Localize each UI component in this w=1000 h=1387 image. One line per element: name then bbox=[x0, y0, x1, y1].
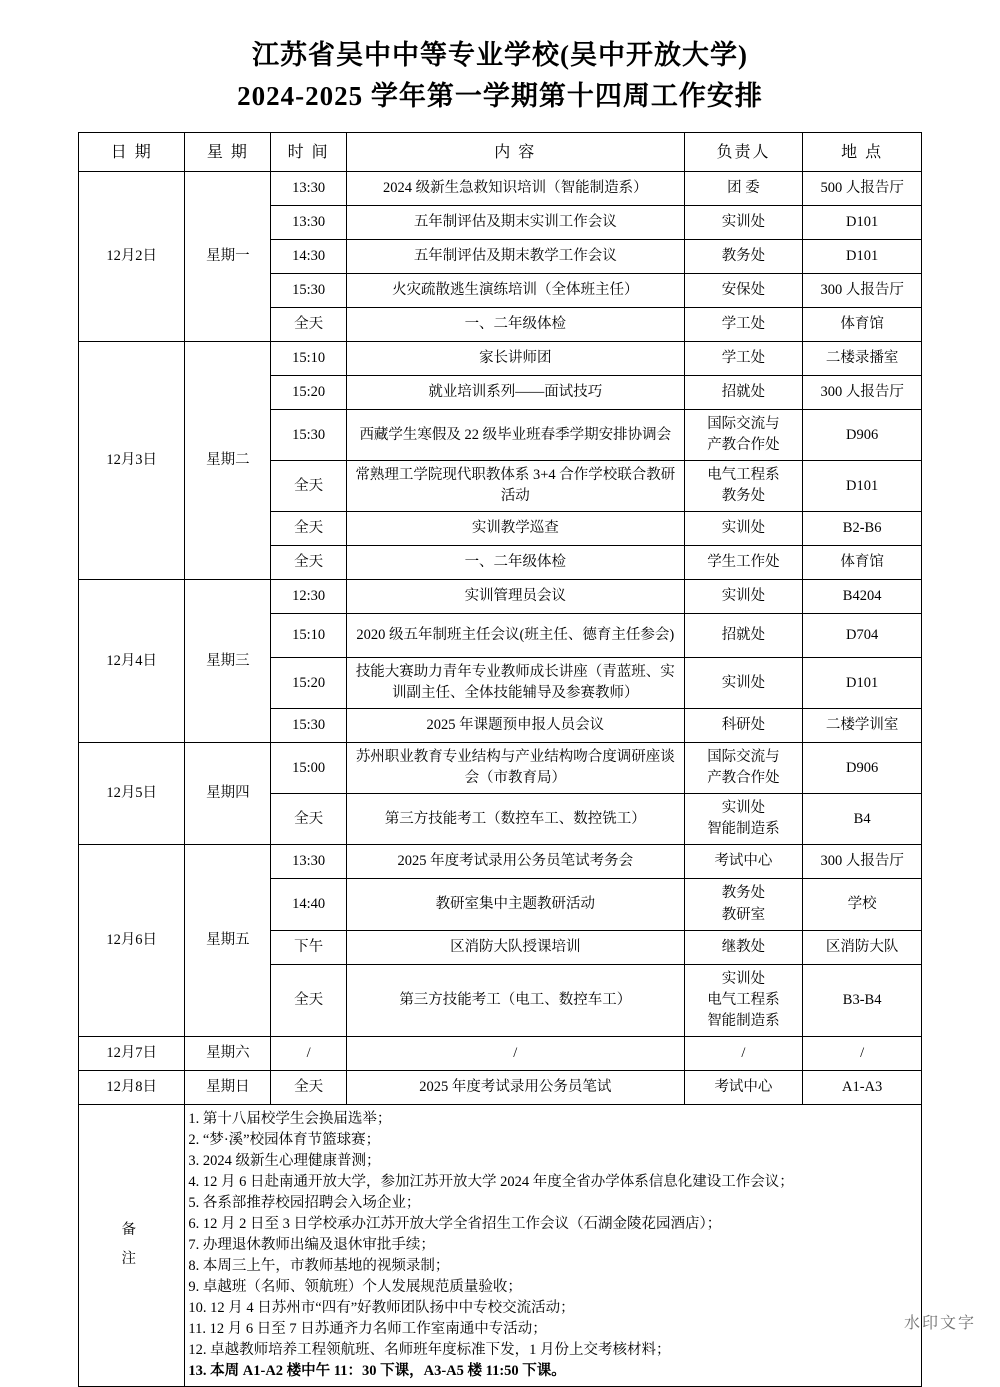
cell-owner: 实训处 bbox=[684, 512, 803, 546]
notes-body bbox=[185, 1104, 922, 1386]
cell-content: 实训管理员会议 bbox=[347, 580, 685, 614]
cell-owner: 考试中心 bbox=[684, 845, 803, 879]
cell-place: D101 bbox=[803, 461, 922, 512]
note-item: 5. 各系部推荐校园招聘会入场企业； bbox=[188, 1194, 421, 1211]
cell-place: 300 人报告厅 bbox=[803, 274, 922, 308]
notes-label-char-2: 注 bbox=[121, 1251, 142, 1268]
header-date: 日 期 bbox=[79, 133, 185, 172]
table-row bbox=[79, 342, 922, 376]
cell-content: 区消防大队授课培训 bbox=[347, 930, 685, 964]
table-header bbox=[79, 133, 922, 172]
cell-owner: 继教处 bbox=[684, 930, 803, 964]
table-row bbox=[79, 1036, 922, 1070]
cell-owner: 安保处 bbox=[684, 274, 803, 308]
cell-place: D101 bbox=[803, 658, 922, 709]
note-item: 1. 第十八届校学生会换届选举； bbox=[188, 1110, 392, 1127]
cell-date: 12月5日 bbox=[79, 743, 185, 845]
cell-place: 300 人报告厅 bbox=[803, 845, 922, 879]
header-place: 地 点 bbox=[803, 133, 922, 172]
table-row bbox=[79, 743, 922, 794]
watermark: 水印文字 bbox=[903, 1315, 976, 1332]
cell-place: 学校 bbox=[803, 879, 922, 930]
cell-time: 14:40 bbox=[271, 879, 347, 930]
note-item: 10. 12 月 4 日苏州市“四有”好教师团队扬中中专校交流活动； bbox=[188, 1299, 575, 1316]
cell-owner: 实训处 bbox=[684, 658, 803, 709]
cell-time: 14:30 bbox=[271, 240, 347, 274]
cell-time: 15:10 bbox=[271, 342, 347, 376]
cell-owner: / bbox=[684, 1036, 803, 1070]
cell-owner: 招就处 bbox=[684, 376, 803, 410]
cell-time: 13:30 bbox=[271, 172, 347, 206]
cell-content: 技能大赛助力青年专业教师成长讲座（青蓝班、实训副主任、全体技能辅导及参赛教师） bbox=[347, 658, 685, 709]
cell-date: 12月4日 bbox=[79, 580, 185, 743]
cell-date: 12月6日 bbox=[79, 845, 185, 1036]
cell-weekday: 星期六 bbox=[185, 1036, 271, 1070]
cell-content: 就业培训系列——面试技巧 bbox=[347, 376, 685, 410]
cell-content: 五年制评估及期末教学工作会议 bbox=[347, 240, 685, 274]
cell-owner: 教务处 bbox=[684, 240, 803, 274]
header-weekday: 星 期 bbox=[185, 133, 271, 172]
cell-weekday: 星期三 bbox=[185, 580, 271, 743]
cell-time: 15:30 bbox=[271, 274, 347, 308]
cell-weekday: 星期五 bbox=[185, 845, 271, 1036]
schedule-table bbox=[78, 132, 922, 1386]
cell-content: 家长讲师团 bbox=[347, 342, 685, 376]
notes-label bbox=[79, 1104, 185, 1386]
cell-owner: 招就处 bbox=[684, 614, 803, 658]
note-item: 11. 12 月 6 日至 7 日苏通齐力名师工作室南通中专活动； bbox=[188, 1320, 547, 1337]
cell-date: 12月3日 bbox=[79, 342, 185, 580]
note-item: 7. 办理退休教师出编及退休审批手续； bbox=[188, 1236, 435, 1253]
cell-time: 15:30 bbox=[271, 410, 347, 461]
page-title-line2: 2024-2025 学年第一学期第十四周工作安排 bbox=[237, 81, 763, 112]
cell-time: 15:20 bbox=[271, 658, 347, 709]
cell-content: / bbox=[347, 1036, 685, 1070]
table-row bbox=[79, 172, 922, 206]
cell-time: 15:10 bbox=[271, 614, 347, 658]
cell-weekday: 星期一 bbox=[185, 172, 271, 342]
cell-content: 2024 级新生急救知识培训（智能制造系） bbox=[347, 172, 685, 206]
cell-time: 12:30 bbox=[271, 580, 347, 614]
cell-content: 一、二年级体检 bbox=[347, 546, 685, 580]
cell-content: 第三方技能考工（电工、数控车工） bbox=[347, 964, 685, 1036]
cell-place: 500 人报告厅 bbox=[803, 172, 922, 206]
cell-owner: 学工处 bbox=[684, 342, 803, 376]
cell-owner: 考试中心 bbox=[684, 1070, 803, 1104]
header-content: 内 容 bbox=[347, 133, 685, 172]
cell-content: 2025 年度考试录用公务员笔试 bbox=[347, 1070, 685, 1104]
cell-content: 2025 年课题预申报人员会议 bbox=[347, 709, 685, 743]
cell-owner: 实训处 bbox=[684, 580, 803, 614]
cell-place: 二楼录播室 bbox=[803, 342, 922, 376]
cell-place: 体育馆 bbox=[803, 308, 922, 342]
cell-time: 全天 bbox=[271, 1070, 347, 1104]
cell-time: 15:20 bbox=[271, 376, 347, 410]
cell-place: 区消防大队 bbox=[803, 930, 922, 964]
cell-owner: 教务处 教研室 bbox=[684, 879, 803, 930]
cell-weekday: 星期二 bbox=[185, 342, 271, 580]
cell-time: 全天 bbox=[271, 794, 347, 845]
cell-content: 实训教学巡查 bbox=[347, 512, 685, 546]
cell-content: 西藏学生寒假及 22 级毕业班春季学期安排协调会 bbox=[347, 410, 685, 461]
cell-place: D906 bbox=[803, 743, 922, 794]
header-time: 时 间 bbox=[271, 133, 347, 172]
cell-time: 13:30 bbox=[271, 206, 347, 240]
notes-section bbox=[79, 1104, 922, 1386]
cell-owner: 国际交流与 产教合作处 bbox=[684, 410, 803, 461]
cell-place: B2-B6 bbox=[803, 512, 922, 546]
cell-owner: 实训处 bbox=[684, 206, 803, 240]
cell-owner: 学工处 bbox=[684, 308, 803, 342]
note-item: 8. 本周三上午，市教师基地的视频录制； bbox=[188, 1257, 450, 1274]
cell-time: 15:30 bbox=[271, 709, 347, 743]
cell-content: 教研室集中主题教研活动 bbox=[347, 879, 685, 930]
cell-place: D704 bbox=[803, 614, 922, 658]
cell-time: 下午 bbox=[271, 930, 347, 964]
cell-date: 12月7日 bbox=[79, 1036, 185, 1070]
cell-time: 全天 bbox=[271, 546, 347, 580]
table-row bbox=[79, 845, 922, 879]
cell-content: 火灾疏散逃生演练培训（全体班主任） bbox=[347, 274, 685, 308]
cell-place: B4 bbox=[803, 794, 922, 845]
note-item: 6. 12 月 2 日至 3 日学校承办江苏开放大学全省招生工作会议（石湖金陵花园酒店）； bbox=[188, 1215, 722, 1232]
cell-place: B4204 bbox=[803, 580, 922, 614]
table-body bbox=[79, 172, 922, 1104]
cell-owner: 国际交流与 产教合作处 bbox=[684, 743, 803, 794]
cell-time: / bbox=[271, 1036, 347, 1070]
cell-content: 第三方技能考工（数控车工、数控铣工） bbox=[347, 794, 685, 845]
note-item: 9. 卓越班（名师、领航班）个人发展规范质量验收； bbox=[188, 1278, 522, 1295]
title-block bbox=[0, 0, 1000, 118]
cell-owner: 电气工程系 教务处 bbox=[684, 461, 803, 512]
cell-content: 2025 年度考试录用公务员笔试考务会 bbox=[347, 845, 685, 879]
header-owner: 负责人 bbox=[684, 133, 803, 172]
cell-time: 13:30 bbox=[271, 845, 347, 879]
notes-row bbox=[79, 1104, 922, 1386]
cell-content: 苏州职业教育专业结构与产业结构吻合度调研座谈会（市教育局） bbox=[347, 743, 685, 794]
cell-date: 12月2日 bbox=[79, 172, 185, 342]
cell-place: / bbox=[803, 1036, 922, 1070]
page-title-line1: 江苏省吴中中等专业学校(吴中开放大学) bbox=[252, 40, 748, 70]
cell-content: 五年制评估及期末实训工作会议 bbox=[347, 206, 685, 240]
cell-content: 常熟理工学院现代职教体系 3+4 合作学校联合教研活动 bbox=[347, 461, 685, 512]
cell-weekday: 星期四 bbox=[185, 743, 271, 845]
cell-date: 12月8日 bbox=[79, 1070, 185, 1104]
cell-time: 全天 bbox=[271, 964, 347, 1036]
note-item: 4. 12 月 6 日赴南通开放大学，参加江苏开放大学 2024 年度全省办学体系信息化建设工作会议； bbox=[188, 1173, 794, 1190]
cell-owner: 实训处 智能制造系 bbox=[684, 794, 803, 845]
cell-place: D101 bbox=[803, 240, 922, 274]
table-row bbox=[79, 1070, 922, 1104]
note-item: 12. 卓越教师培养工程领航班、名师班年度标准下发，1 月份上交考核材料； bbox=[188, 1341, 671, 1358]
cell-time: 全天 bbox=[271, 308, 347, 342]
note-item: 2. “梦·溪”校园体育节篮球赛； bbox=[188, 1131, 381, 1148]
cell-content: 一、二年级体检 bbox=[347, 308, 685, 342]
cell-place: A1-A3 bbox=[803, 1070, 922, 1104]
cell-owner: 实训处 电气工程系 智能制造系 bbox=[684, 964, 803, 1036]
cell-time: 全天 bbox=[271, 461, 347, 512]
cell-time: 15:00 bbox=[271, 743, 347, 794]
note-item: 13. 本周 A1-A2 楼中午 11：30 下课，A3-A5 楼 11:50 下课。 bbox=[188, 1362, 566, 1379]
cell-owner: 团 委 bbox=[684, 172, 803, 206]
cell-place: 体育馆 bbox=[803, 546, 922, 580]
cell-owner: 科研处 bbox=[684, 709, 803, 743]
cell-place: D906 bbox=[803, 410, 922, 461]
table-row bbox=[79, 580, 922, 614]
cell-owner: 学生工作处 bbox=[684, 546, 803, 580]
cell-place: 二楼学训室 bbox=[803, 709, 922, 743]
cell-weekday: 星期日 bbox=[185, 1070, 271, 1104]
cell-content: 2020 级五年制班主任会议(班主任、德育主任参会) bbox=[347, 614, 685, 658]
cell-time: 全天 bbox=[271, 512, 347, 546]
cell-place: D101 bbox=[803, 206, 922, 240]
note-item: 3. 2024 级新生心理健康普测； bbox=[188, 1152, 381, 1169]
cell-place: B3-B4 bbox=[803, 964, 922, 1036]
notes-label-char-1: 备 bbox=[121, 1222, 142, 1239]
header-row bbox=[79, 133, 922, 172]
cell-place: 300 人报告厅 bbox=[803, 376, 922, 410]
